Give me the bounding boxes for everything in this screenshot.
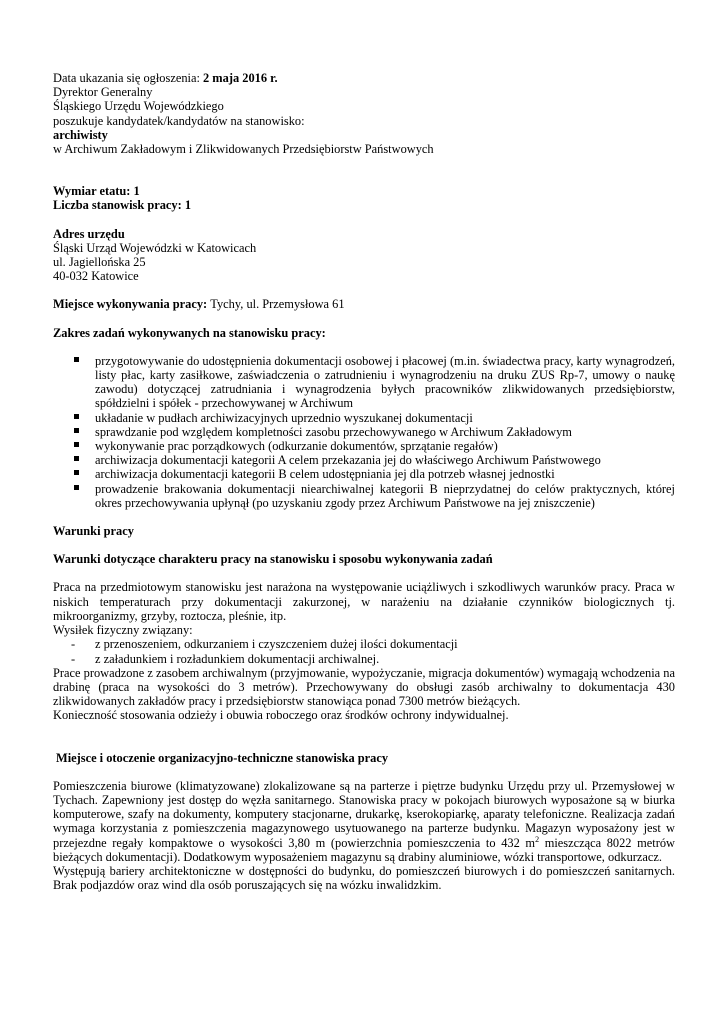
duties-heading: Zakres zadań wykonywanych na stanowisku pracy: [53, 325, 326, 340]
duty-item: układanie w pudłach archiwizacyjnych uprzednio wyszukanej dokumentacji [95, 411, 675, 425]
physical-effort-label: Wysiłek fizyczny związany: [53, 623, 193, 638]
dash-bullet-icon: - [71, 637, 76, 652]
conditions-subheading: Warunki dotyczące charakteru pracy na stanowisku i sposobu wykonywania zadań [53, 552, 493, 567]
conditions-paragraph-2: Prace prowadzone z zasobem archiwalnym (przyjmowanie, wypożyczanie, migracja dokumentów) wymagają wchodzenia na drabinę (praca na wysokości do 3 metrów). Przechowywany do obsługi zasób archiwalny to dokumentacja 430 zlikwidowanych zakładów pracy i przedsiębiorstw stanowiąca ponad 7300 metrów bieżących. [53, 665, 675, 709]
director-title: Dyrektor Generalny [53, 85, 153, 100]
square-bullet-icon [74, 414, 79, 419]
duty-item: archiwizacja dokumentacji kategorii A celem przekazania jej do właściwego Archiwum Państwowego [95, 453, 675, 467]
fte-info: Wymiar etatu: 1 [53, 184, 140, 199]
duty-item: wykonywanie prac porządkowych (odkurzanie dokumentów, sprzątanie regałów) [95, 439, 675, 453]
address-line-1: Śląski Urząd Wojewódzki w Katowicach [53, 240, 257, 255]
physical-effort-list [53, 637, 675, 665]
square-bullet-icon [74, 456, 79, 461]
position-title: archiwisty [53, 127, 108, 142]
office-name: Śląskiego Urzędu Wojewódzkiego [53, 99, 224, 114]
positions-count: Liczba stanowisk pracy: 1 [53, 198, 192, 213]
address-line-2: ul. Jagiellońska 25 [53, 255, 146, 270]
square-meter-superscript: 2 [535, 834, 540, 844]
announcement-date-value: 2 maja 2016 r. [203, 71, 278, 85]
effort-item: - z załadunkiem i rozładunkiem dokumentacji archiwalnej. [71, 651, 380, 666]
announcement-date: Data ukazania się ogłoszenia: 2 maja 2016 r. [53, 71, 278, 85]
conditions-paragraph-3: Konieczność stosowania odzieży i obuwia roboczego oraz środków ochrony indywidualnej. [53, 708, 509, 723]
address-heading: Adres urzędu [53, 226, 125, 241]
dash-bullet-icon: - [71, 651, 76, 666]
effort-item: - z przenoszeniem, odkurzaniem i czyszczeniem dużej ilości dokumentacji [71, 637, 458, 652]
square-bullet-icon [74, 485, 79, 490]
environment-paragraph-1: Pomieszczenia biurowe (klimatyzowane) zlokalizowane są na parterze i piętrze budynku Urzędu przy ul. Przemysłowej w Tychach. Zapewniony jest dostęp do węzła sanitarnego. Stanowiska pracy w pokojach biurowych wyposażone są w biurka komputerowe, szafy na dokumenty, komputery stacjonarne, drukarkę, kserokopiarkę, aparaty telefoniczne. Realizacja zadań wymaga korzystania z pomieszczenia magazynowego usytuowanego na parterze budynku. Magazyn wyposażony jest w przejezdne regały kompaktowe o wysokości 3,80 m (powierzchnia pomieszczenia to 432 $m^2$ mieszcząca 8022 metrów bieżących dokumentacji). Dodatkowym wyposażeniem magazynu są drabiny aluminiowe, wózki transportowe, odkurzacz. [53, 778, 675, 864]
duty-item: prowadzenie brakowania dokumentacji niearchiwalnej kategorii B nieprzydatnej do celów praktycznych, której okres przechowywania upłynął (po uzyskaniu zgody przez Archiwum Państwowe na jej zniszczenie) [95, 482, 675, 510]
duty-item: archiwizacja dokumentacji kategorii B celem udostępniania jej dla potrzeb własnej jednostki [95, 467, 675, 481]
address-line-3: 40-032 Katowice [53, 269, 139, 284]
square-bullet-icon [74, 428, 79, 433]
square-bullet-icon [74, 357, 79, 362]
workplace-location: Miejsce wykonywania pracy: Tychy, ul. Przemysłowa 61 [53, 297, 345, 312]
duties-list [53, 354, 675, 510]
document-page [53, 71, 675, 892]
duty-item: przygotowywanie do udostępnienia dokumentacji osobowej i płacowej (m.in. świadectwa pracy, karty wynagrodzeń, listy płac, karty zasiłkowe, zaświadczenia o zatrudnieniu i wynagrodzeniu na druku ZUS Rp-7, umowy o naukę zawodu) dotyczącej zatrudniania i wynagrodzenia byłych pracowników zlikwidowanych przedsiębiorstw, spółdzielni i spółek - przechowywanej w Archiwum [95, 354, 675, 411]
search-intro: poszukuje kandydatek/kandydatów na stanowisko: [53, 113, 305, 128]
department-name: w Archiwum Zakładowym i Zlikwidowanych Przedsiębiorstw Państwowych [53, 142, 434, 157]
environment-heading: Miejsce i otoczenie organizacyjno-techniczne stanowiska pracy [56, 750, 389, 765]
conditions-heading: Warunki pracy [53, 524, 134, 539]
duty-item: sprawdzanie pod względem kompletności zasobu przechowywanego w Archiwum Zakładowym [95, 425, 675, 439]
conditions-paragraph-1: Praca na przedmiotowym stanowisku jest narażona na występowanie uciążliwych i szkodliwych warunków pracy. Praca w niskich temperaturach przy dokumentacji zakurzonej, w narażeniu na działanie czynników biologicznych tj. mikroorganizmy, grzyby, roztocza, pleśnie, itp. [53, 580, 675, 623]
environment-paragraph-2: Występują bariery architektoniczne w dostępności do budynku, do pomieszczeń biurowych i do pomieszczeń sanitarnych. Brak podjazdów oraz wind dla osób poruszających się na wózku inwalidzkim. [53, 863, 675, 893]
square-bullet-icon [74, 470, 79, 475]
square-bullet-icon [74, 442, 79, 447]
